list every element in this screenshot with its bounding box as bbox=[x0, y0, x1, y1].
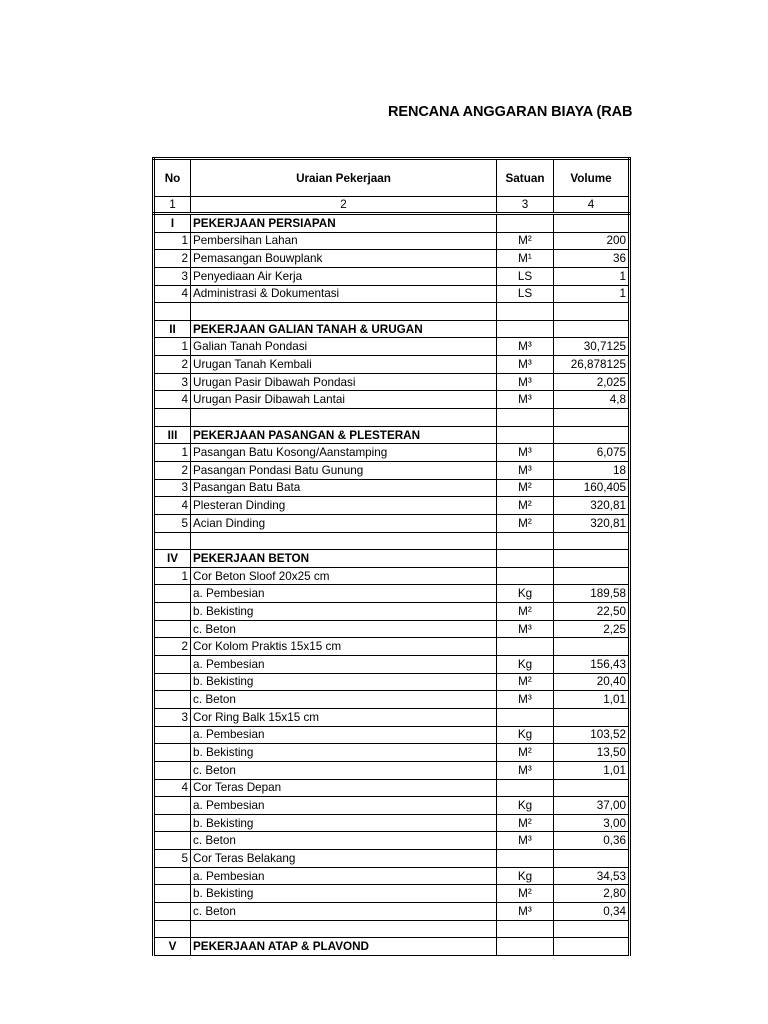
row-number bbox=[154, 761, 191, 779]
table-row bbox=[154, 232, 630, 250]
row-unit: M³ bbox=[497, 373, 554, 391]
row-unit: M² bbox=[497, 479, 554, 497]
row-unit: M² bbox=[497, 497, 554, 515]
row-volume bbox=[554, 638, 630, 656]
section-row bbox=[154, 214, 630, 233]
row-unit: M² bbox=[497, 744, 554, 762]
row-volume: 22,50 bbox=[554, 603, 630, 621]
row-number: 4 bbox=[154, 497, 191, 515]
table-row bbox=[154, 673, 630, 691]
row-unit: M² bbox=[497, 232, 554, 250]
row-number: 1 bbox=[154, 444, 191, 462]
row-number: 4 bbox=[154, 391, 191, 409]
document-title: RENCANA ANGGARAN BIAYA (RAB bbox=[388, 104, 633, 120]
table-row bbox=[154, 656, 630, 674]
row-volume: 2,025 bbox=[554, 373, 630, 391]
row-unit bbox=[497, 920, 554, 938]
row-description: Cor Ring Balk 15x15 cm bbox=[191, 708, 497, 726]
row-number: 2 bbox=[154, 356, 191, 374]
row-description: c. Beton bbox=[191, 761, 497, 779]
row-unit bbox=[497, 409, 554, 427]
row-description: Cor Teras Belakang bbox=[191, 850, 497, 868]
blank-row bbox=[154, 409, 630, 427]
table-row bbox=[154, 638, 630, 656]
row-description: PEKERJAAN BETON bbox=[191, 550, 497, 568]
row-description: Pasangan Batu Bata bbox=[191, 479, 497, 497]
row-volume: 2,80 bbox=[554, 885, 630, 903]
rab-table bbox=[152, 157, 631, 956]
row-description: b. Bekisting bbox=[191, 673, 497, 691]
row-description: PEKERJAAN PERSIAPAN bbox=[191, 214, 497, 233]
row-description bbox=[191, 409, 497, 427]
row-description: a. Pembesian bbox=[191, 797, 497, 815]
row-volume bbox=[554, 550, 630, 568]
row-number bbox=[154, 656, 191, 674]
row-volume: 1 bbox=[554, 285, 630, 303]
row-unit: M³ bbox=[497, 461, 554, 479]
row-volume: 160,405 bbox=[554, 479, 630, 497]
row-unit: M³ bbox=[497, 338, 554, 356]
table-row bbox=[154, 885, 630, 903]
row-volume: 13,50 bbox=[554, 744, 630, 762]
row-volume bbox=[554, 708, 630, 726]
row-number: II bbox=[154, 320, 191, 338]
header-no: No bbox=[154, 159, 191, 197]
row-volume: 3,00 bbox=[554, 814, 630, 832]
row-number: 2 bbox=[154, 250, 191, 268]
row-number: IV bbox=[154, 550, 191, 568]
row-number: 5 bbox=[154, 514, 191, 532]
row-volume: 2,25 bbox=[554, 620, 630, 638]
row-number: 4 bbox=[154, 285, 191, 303]
row-unit bbox=[497, 779, 554, 797]
row-description: Acian Dinding bbox=[191, 514, 497, 532]
table-row bbox=[154, 514, 630, 532]
row-description bbox=[191, 303, 497, 321]
table-row bbox=[154, 391, 630, 409]
row-number bbox=[154, 744, 191, 762]
row-volume: 1 bbox=[554, 267, 630, 285]
row-description: Galian Tanah Pondasi bbox=[191, 338, 497, 356]
header-satuan: Satuan bbox=[497, 159, 554, 197]
table-row bbox=[154, 479, 630, 497]
table-row bbox=[154, 902, 630, 920]
row-volume bbox=[554, 532, 630, 550]
row-unit: M³ bbox=[497, 832, 554, 850]
row-unit bbox=[497, 938, 554, 956]
table-row bbox=[154, 267, 630, 285]
row-unit: M³ bbox=[497, 902, 554, 920]
row-unit: Kg bbox=[497, 797, 554, 815]
table-row bbox=[154, 691, 630, 709]
table-row bbox=[154, 497, 630, 515]
row-number bbox=[154, 691, 191, 709]
row-volume: 1,01 bbox=[554, 761, 630, 779]
row-number bbox=[154, 303, 191, 321]
row-volume: 30,7125 bbox=[554, 338, 630, 356]
row-description: Penyediaan Air Kerja bbox=[191, 267, 497, 285]
row-volume bbox=[554, 320, 630, 338]
row-unit bbox=[497, 426, 554, 444]
row-unit: M² bbox=[497, 603, 554, 621]
table-row bbox=[154, 779, 630, 797]
row-unit bbox=[497, 850, 554, 868]
column-number-row bbox=[154, 197, 630, 214]
row-description: b. Bekisting bbox=[191, 744, 497, 762]
row-volume: 26,878125 bbox=[554, 356, 630, 374]
row-description: Urugan Pasir Dibawah Lantai bbox=[191, 391, 497, 409]
row-number: 3 bbox=[154, 708, 191, 726]
table-row bbox=[154, 373, 630, 391]
blank-row bbox=[154, 532, 630, 550]
row-description: b. Bekisting bbox=[191, 814, 497, 832]
table-row bbox=[154, 567, 630, 585]
row-unit: M³ bbox=[497, 391, 554, 409]
row-volume bbox=[554, 920, 630, 938]
row-description: b. Bekisting bbox=[191, 603, 497, 621]
row-volume bbox=[554, 779, 630, 797]
row-unit: M² bbox=[497, 885, 554, 903]
row-volume: 320,81 bbox=[554, 514, 630, 532]
row-unit: M² bbox=[497, 814, 554, 832]
row-volume: 156,43 bbox=[554, 656, 630, 674]
row-unit bbox=[497, 638, 554, 656]
row-number: V bbox=[154, 938, 191, 956]
table-row bbox=[154, 744, 630, 762]
row-unit: M³ bbox=[497, 620, 554, 638]
row-number bbox=[154, 532, 191, 550]
row-number: 5 bbox=[154, 850, 191, 868]
row-description: PEKERJAAN ATAP & PLAVOND bbox=[191, 938, 497, 956]
row-description: Cor Teras Depan bbox=[191, 779, 497, 797]
row-unit: M² bbox=[497, 673, 554, 691]
table-row bbox=[154, 797, 630, 815]
row-unit: M³ bbox=[497, 356, 554, 374]
row-description: a. Pembesian bbox=[191, 656, 497, 674]
row-description: c. Beton bbox=[191, 902, 497, 920]
column-number: 2 bbox=[191, 197, 497, 214]
row-unit: M³ bbox=[497, 761, 554, 779]
table-row bbox=[154, 867, 630, 885]
row-volume: 189,58 bbox=[554, 585, 630, 603]
row-description: a. Pembesian bbox=[191, 867, 497, 885]
header-uraian-pekerjaan: Uraian Pekerjaan bbox=[191, 159, 497, 197]
row-volume: 6,075 bbox=[554, 444, 630, 462]
row-volume: 4,8 bbox=[554, 391, 630, 409]
row-volume: 18 bbox=[554, 461, 630, 479]
row-unit: Kg bbox=[497, 656, 554, 674]
row-volume: 37,00 bbox=[554, 797, 630, 815]
row-volume: 34,53 bbox=[554, 867, 630, 885]
column-number: 3 bbox=[497, 197, 554, 214]
row-number: 4 bbox=[154, 779, 191, 797]
section-row bbox=[154, 550, 630, 568]
table-row bbox=[154, 250, 630, 268]
row-volume bbox=[554, 850, 630, 868]
row-description: Administrasi & Dokumentasi bbox=[191, 285, 497, 303]
row-unit bbox=[497, 550, 554, 568]
row-description bbox=[191, 920, 497, 938]
row-description bbox=[191, 532, 497, 550]
row-number bbox=[154, 603, 191, 621]
row-number: 2 bbox=[154, 638, 191, 656]
column-number: 4 bbox=[554, 197, 630, 214]
row-number bbox=[154, 620, 191, 638]
row-volume bbox=[554, 938, 630, 956]
table-row bbox=[154, 603, 630, 621]
row-volume: 20,40 bbox=[554, 673, 630, 691]
row-unit bbox=[497, 303, 554, 321]
row-number: 1 bbox=[154, 338, 191, 356]
column-number: 1 bbox=[154, 197, 191, 214]
table-row bbox=[154, 814, 630, 832]
row-number: 1 bbox=[154, 232, 191, 250]
table-row bbox=[154, 585, 630, 603]
table-body bbox=[154, 214, 630, 956]
row-number: 3 bbox=[154, 479, 191, 497]
row-number bbox=[154, 726, 191, 744]
row-number: 1 bbox=[154, 567, 191, 585]
row-volume: 0,34 bbox=[554, 902, 630, 920]
row-unit: M³ bbox=[497, 691, 554, 709]
row-number: III bbox=[154, 426, 191, 444]
row-volume bbox=[554, 303, 630, 321]
row-description: c. Beton bbox=[191, 691, 497, 709]
row-unit bbox=[497, 532, 554, 550]
section-row bbox=[154, 320, 630, 338]
row-description: a. Pembesian bbox=[191, 726, 497, 744]
row-number bbox=[154, 832, 191, 850]
row-description: b. Bekisting bbox=[191, 885, 497, 903]
row-unit bbox=[497, 320, 554, 338]
row-description: Pasangan Pondasi Batu Gunung bbox=[191, 461, 497, 479]
row-number bbox=[154, 673, 191, 691]
row-unit bbox=[497, 567, 554, 585]
row-number bbox=[154, 585, 191, 603]
row-number bbox=[154, 867, 191, 885]
row-description: a. Pembesian bbox=[191, 585, 497, 603]
table-row bbox=[154, 338, 630, 356]
row-unit: M² bbox=[497, 514, 554, 532]
row-description: PEKERJAAN GALIAN TANAH & URUGAN bbox=[191, 320, 497, 338]
row-number bbox=[154, 885, 191, 903]
row-unit bbox=[497, 708, 554, 726]
table-header-row bbox=[154, 159, 630, 197]
row-volume bbox=[554, 426, 630, 444]
row-description: Urugan Pasir Dibawah Pondasi bbox=[191, 373, 497, 391]
row-number bbox=[154, 920, 191, 938]
row-volume: 1,01 bbox=[554, 691, 630, 709]
row-volume: 103,52 bbox=[554, 726, 630, 744]
row-description: Plesteran Dinding bbox=[191, 497, 497, 515]
section-row bbox=[154, 938, 630, 956]
table-row bbox=[154, 708, 630, 726]
row-volume bbox=[554, 567, 630, 585]
row-volume: 320,81 bbox=[554, 497, 630, 515]
row-description: Urugan Tanah Kembali bbox=[191, 356, 497, 374]
table-row bbox=[154, 461, 630, 479]
row-volume bbox=[554, 409, 630, 427]
row-description: c. Beton bbox=[191, 620, 497, 638]
row-volume: 200 bbox=[554, 232, 630, 250]
row-description: Cor Beton Sloof 20x25 cm bbox=[191, 567, 497, 585]
row-unit: M³ bbox=[497, 444, 554, 462]
table-row bbox=[154, 832, 630, 850]
row-number bbox=[154, 902, 191, 920]
row-unit bbox=[497, 214, 554, 233]
row-description: Pembersihan Lahan bbox=[191, 232, 497, 250]
row-description: Pemasangan Bouwplank bbox=[191, 250, 497, 268]
row-volume: 0,36 bbox=[554, 832, 630, 850]
row-number bbox=[154, 409, 191, 427]
row-unit: LS bbox=[497, 285, 554, 303]
row-number: 3 bbox=[154, 373, 191, 391]
row-number: I bbox=[154, 214, 191, 233]
table-row bbox=[154, 356, 630, 374]
table-row bbox=[154, 761, 630, 779]
table-row bbox=[154, 850, 630, 868]
blank-row bbox=[154, 920, 630, 938]
row-unit: Kg bbox=[497, 867, 554, 885]
header-volume: Volume bbox=[554, 159, 630, 197]
table-row bbox=[154, 620, 630, 638]
row-description: Pasangan Batu Kosong/Aanstamping bbox=[191, 444, 497, 462]
row-volume: 36 bbox=[554, 250, 630, 268]
row-number: 3 bbox=[154, 267, 191, 285]
row-unit: M¹ bbox=[497, 250, 554, 268]
row-unit: Kg bbox=[497, 726, 554, 744]
row-unit: Kg bbox=[497, 585, 554, 603]
row-description: PEKERJAAN PASANGAN & PLESTERAN bbox=[191, 426, 497, 444]
row-description: Cor Kolom Praktis 15x15 cm bbox=[191, 638, 497, 656]
row-number bbox=[154, 797, 191, 815]
table-row bbox=[154, 444, 630, 462]
row-unit: LS bbox=[497, 267, 554, 285]
row-number bbox=[154, 814, 191, 832]
section-row bbox=[154, 426, 630, 444]
table-row bbox=[154, 726, 630, 744]
row-volume bbox=[554, 214, 630, 233]
row-number: 2 bbox=[154, 461, 191, 479]
row-description: c. Beton bbox=[191, 832, 497, 850]
blank-row bbox=[154, 303, 630, 321]
table-row bbox=[154, 285, 630, 303]
